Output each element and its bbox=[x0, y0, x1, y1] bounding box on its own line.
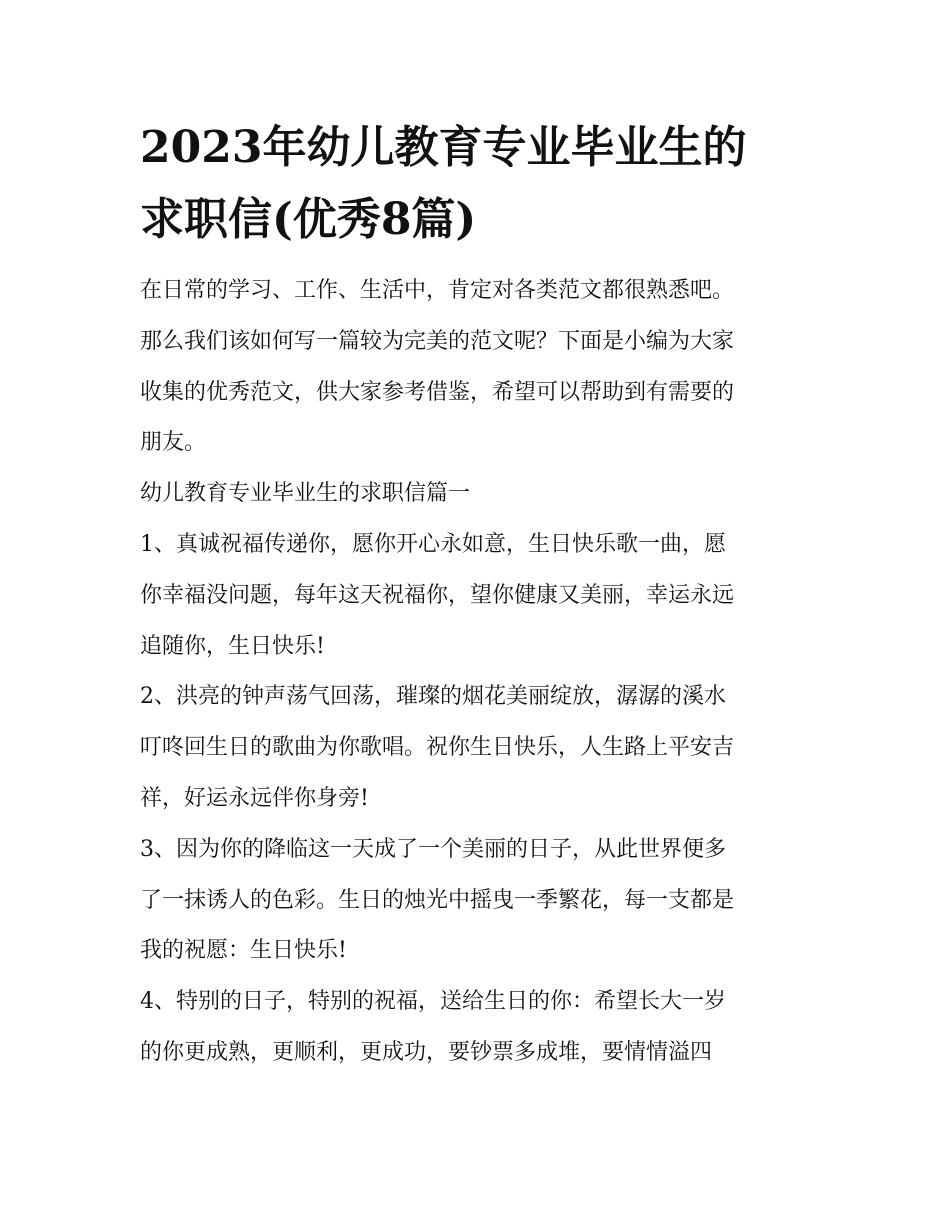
text-line: 了一抹诱人的色彩。生日的烛光中摇曳一季繁花，每一支都是 bbox=[140, 887, 735, 913]
list-item bbox=[140, 520, 812, 672]
text-line: 1、真诚祝福传递你，愿你开心永如意，生日快乐歌一曲，愿 bbox=[140, 531, 726, 557]
text-line: 那么我们该如何写一篇较为完美的范文呢？下面是小编为大家 bbox=[140, 328, 735, 354]
text-line: 4、特别的日子，特别的祝福，送给生日的你：希望长大一岁 bbox=[140, 989, 726, 1015]
text-line: 我的祝愿：生日快乐! bbox=[140, 938, 347, 964]
text-line: 3、因为你的降临这一天成了一个美丽的日子，从此世界便多 bbox=[140, 836, 726, 862]
list-item bbox=[140, 672, 812, 824]
list-item bbox=[140, 825, 812, 977]
text-line: 朋友。 bbox=[140, 430, 207, 456]
text-line: 的你更成熟，更顺利，更成功，要钞票多成堆，要情情溢四 bbox=[140, 1039, 713, 1065]
text-line: 2、洪亮的钟声荡气回荡，璀璨的烟花美丽绽放，潺潺的溪水 bbox=[140, 684, 726, 710]
title-line: 2023年幼儿教育专业毕业生的 bbox=[140, 122, 747, 173]
text-line: 追随你，生日快乐! bbox=[140, 633, 325, 659]
text-line: 你幸福没问题，每年这天祝福你，望你健康又美丽，幸运永远 bbox=[140, 582, 735, 608]
text-line: 幼儿教育专业毕业生的求职信篇一 bbox=[140, 481, 471, 507]
text-line: 叮咚回生日的歌曲为你歌唱。祝你生日快乐，人生路上平安吉 bbox=[140, 735, 735, 761]
section-heading bbox=[140, 469, 812, 520]
document-body bbox=[140, 266, 812, 1079]
intro-paragraph bbox=[140, 266, 812, 469]
text-line: 祥，好运永远伴你身旁! bbox=[140, 785, 369, 811]
text-line: 在日常的学习、工作、生活中，肯定对各类范文都很熟悉吧。 bbox=[140, 278, 735, 303]
text-line: 收集的优秀范文，供大家参考借鉴，希望可以帮助到有需要的 bbox=[140, 379, 735, 405]
list-item bbox=[140, 977, 812, 1079]
document-page bbox=[140, 112, 812, 1079]
title-line: 求职信(优秀8篇) bbox=[140, 194, 477, 245]
document-title bbox=[140, 112, 812, 256]
